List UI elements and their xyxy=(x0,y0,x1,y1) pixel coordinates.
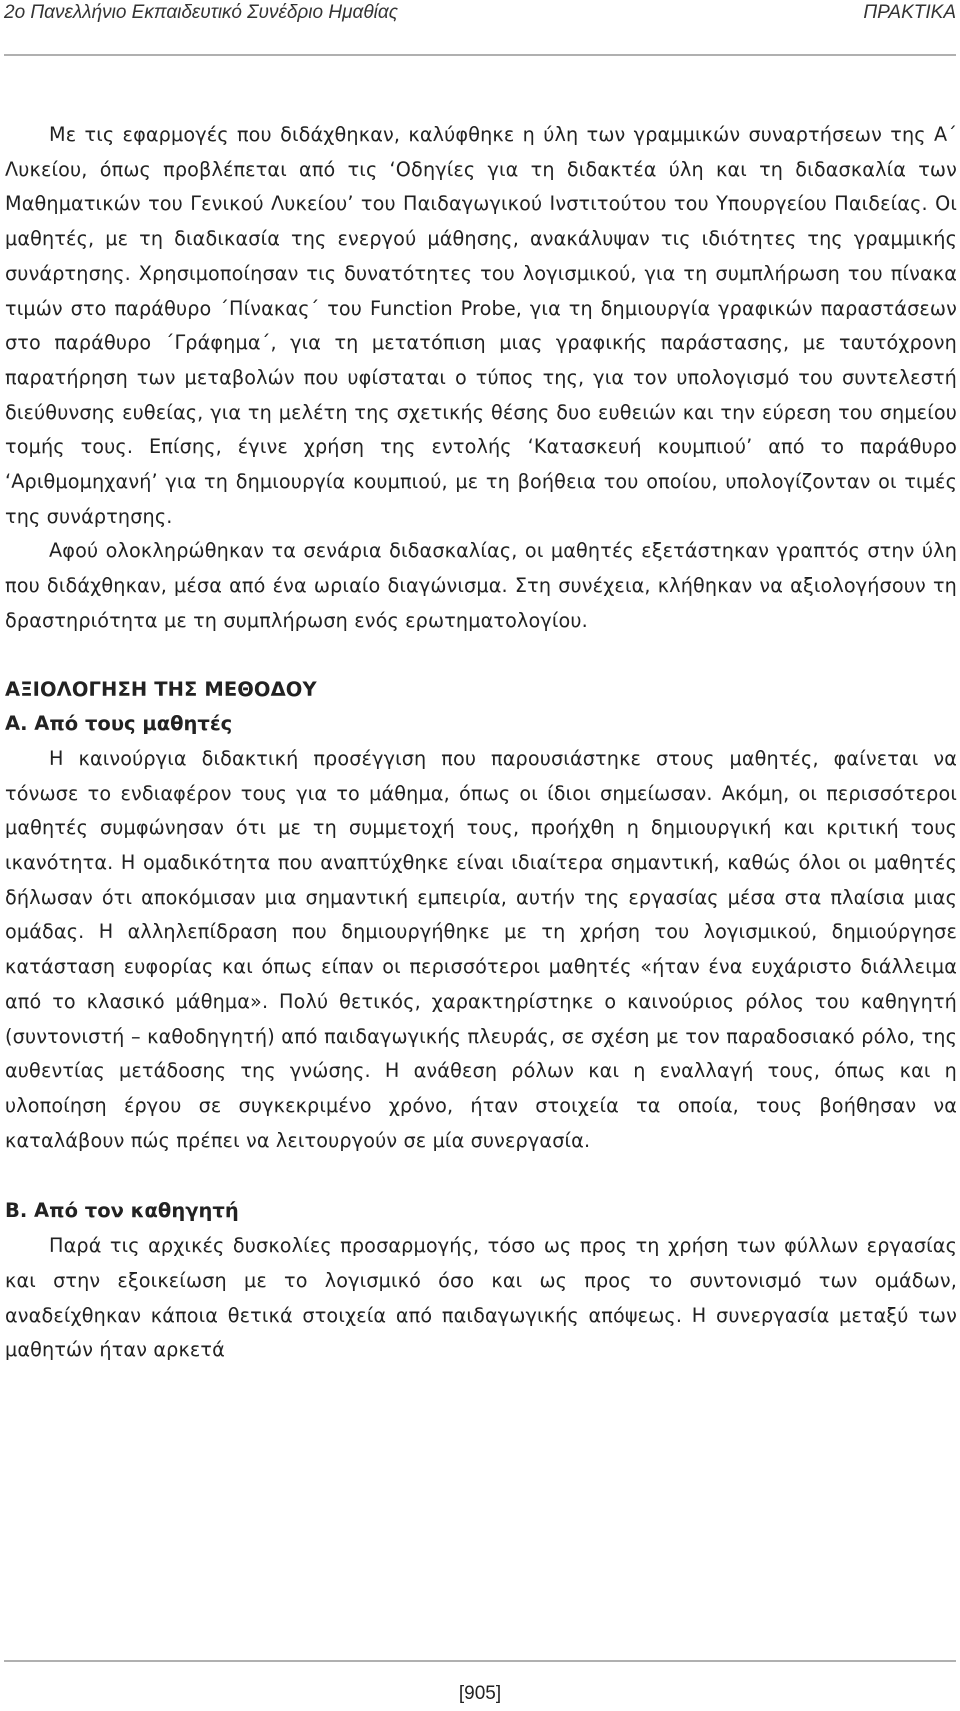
page-number: [905] xyxy=(458,1683,502,1704)
paragraph-applications: Με τις εφαρμογές που διδάχθηκαν, καλύφθηκε η ύλη των γραμμικών συναρτήσεων της Α΄ Λυκείου, όπως προβλέπεται από τις ‘Οδηγίες για τη διδακτέα ύλη και τη διδασκαλία των Μαθηματικών του Γενικού Λυκείου’ του Παιδαγωγικού Ινστιτούτου του Υπουργείου Παιδείας. Οι μαθητές, με τη διαδικασία της ενεργού μάθησης, ανακάλυψαν τις ιδιότητες της γραμμικής συνάρτησης. Χρησιμοποίησαν τις δυνατότητες του λογισμικού, για τη συμπλήρωση του πίνακα τιμών στο παράθυρο ΄Πίνακας΄ του Function Probe, για τη δημιουργία γραφικών παραστάσεων στο παράθυρο ΄Γράφημα΄, για τη μετατόπιση μιας γραφικής παράστασης, με ταυτόχρονη παρατήρηση των μεταβολών που υφίσταται ο τύπος της, για τον υπολογισμό του συντελεστή διεύθυνσης ευθείας, για τη μελέτη της σχετικής θέσης δυο ευθειών και την εύρεση του σημείου τομής τους. Επίσης, έγινε χρήση της εντολής ‘Κατασκευή κουμπιού’ από το παράθυρο ‘Αριθμομηχανή’ για τη δημιουργία κουμπιού, με τη βοήθεια του οποίου, υπολογίζονταν οι τιμές της συνάρτησης. xyxy=(5,123,957,528)
paragraph-evaluation-intro: Αφού ολοκληρώθηκαν τα σενάρια διδασκαλίας, οι μαθητές εξετάστηκαν γραπτός στην ύλη που διδάχθηκαν, μέσα από ένα ωριαίο διαγώνισμα. Στη συνέχεια, κλήθηκαν να αξιολογήσουν τη δραστηριότητα με τη συμπλήρωση ενός ερωτηματολογίου. xyxy=(5,539,957,632)
paragraph-teacher: Παρά τις αρχικές δυσκολίες προσαρμογής, τόσο ως προς τη χρήση των φύλλων εργασίας και στην εξοικείωση με το λογισμικό όσο και ως προς το συντονισμό των ομάδων, αναδείχθηκαν κάποια θετικά στοιχεία από παιδαγωγικής απόψεως. Η συνεργασία μεταξύ των μαθητών ήταν αρκετά xyxy=(5,1234,957,1362)
section-spacer xyxy=(5,639,957,673)
subheading-teacher: Β. Από τον καθηγητή xyxy=(5,1199,239,1223)
header-conference-title: 2ο Πανελλήνιο Εκπαιδευτικό Συνέδριο Ημαθίας xyxy=(4,2,398,23)
subheading-students: Α. Από τους μαθητές xyxy=(5,712,233,736)
footer-rule xyxy=(4,1660,956,1662)
section-heading: ΑΞΙΟΛΟΓΗΣΗ ΤΗΣ ΜΕΘΟΔΟΥ xyxy=(5,677,317,701)
header-proceedings-label: ΠΡΑΚΤΙΚΑ xyxy=(863,2,956,23)
page-body xyxy=(5,118,957,1368)
paragraph-students: Η καινούργια διδακτική προσέγγιση που παρουσιάστηκε στους μαθητές, φαίνεται να τόνωσε το ενδιαφέρον τους για το μάθημα, όπως οι ίδιοι σημείωσαν. Ακόμη, οι περισσότεροι μαθητές συμφώνησαν ότι με τη συμμετοχή τους, προήχθη η δημιουργική και κριτική τους ικανότητα. Η ομαδικότητα που αναπτύχθηκε είναι ιδιαίτερα σημαντική, καθώς όλοι οι μαθητές δήλωσαν ότι αποκόμισαν μια σημαντική εμπειρία, αυτήν της εργασίας μέσα στα πλαίσια μιας ομάδας. Η αλληλεπίδραση που δημιουργήθηκε με τη χρήση του λογισμικού, δημιούργησε κατάσταση ευφορίας και όπως είπαν οι περισσότεροι μαθητές «ήταν ένα ευχάριστο διάλλειμα από το κλασικό μάθημα». Πολύ θετικός, χαρακτηρίστηκε ο καινούριος ρόλος του καθηγητή (συντονιστή – καθοδηγητή) από παιδαγωγικής πλευράς, σε σχέση με τον παραδοσιακό ρόλο, της αυθεντίας μετάδοσης της γνώσης. Η ανάθεση ρόλων και η εναλλαγή τους, όπως και η υλοποίηση έργου σε συγκεκριμένο χρόνο, ήταν στοιχεία τα οποία, τους βοήθησαν να καταλάβουν πώς πρέπει να λειτουργούν σε μία συνεργασία. xyxy=(5,746,957,1152)
running-header xyxy=(4,0,956,56)
subsection-spacer xyxy=(5,1158,957,1194)
